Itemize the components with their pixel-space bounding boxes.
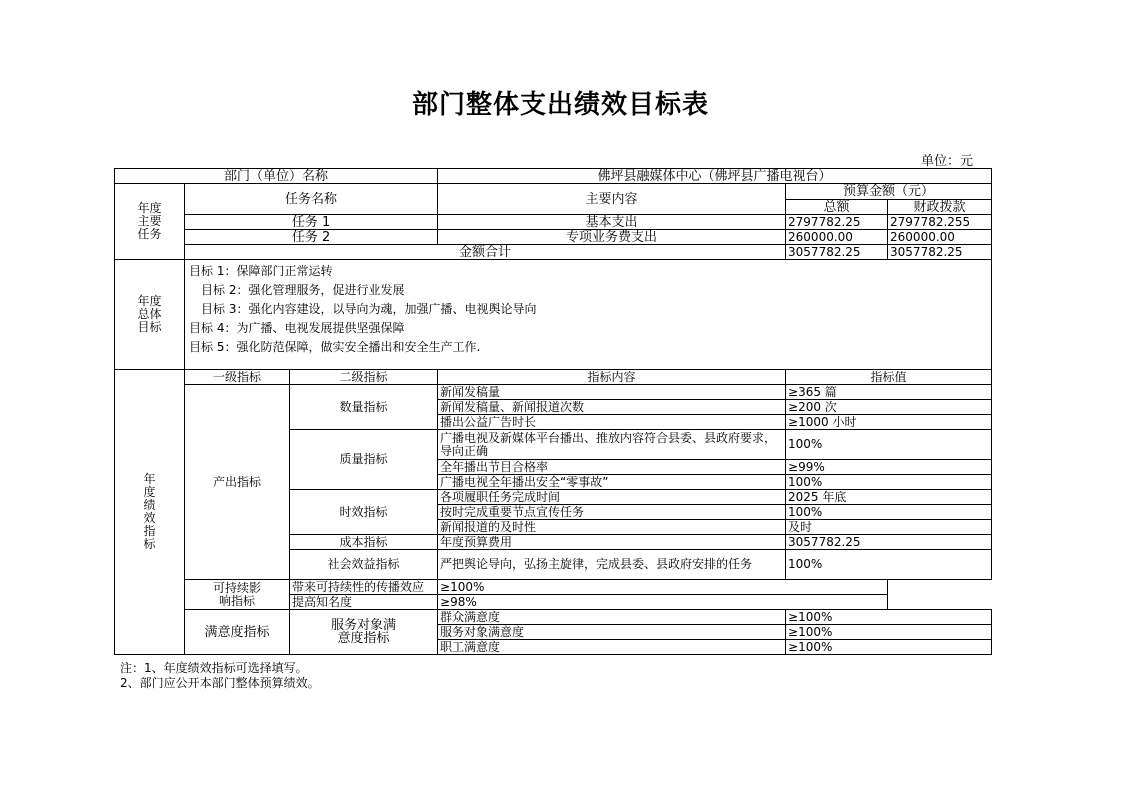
task-fiscal: 260000.00 (888, 230, 992, 245)
goal-item: 目标 4：为广播、电视发展提供坚强保障 (189, 321, 405, 335)
quality-indicator-label: 质量指标 (290, 430, 438, 490)
indicator-value: ≥100% (786, 625, 992, 640)
indicator-content: 播出公益广告时长 (438, 415, 786, 430)
goal-item: 目标 2：强化管理服务，促进行业发展 (201, 283, 405, 297)
indicator-value: 100% (786, 550, 992, 580)
service-satisfaction-indicator-label: 服务对象满意度指标 (290, 610, 438, 655)
indicator-value: ≥1000 小时 (786, 415, 992, 430)
timeliness-indicator-label: 时效指标 (290, 490, 438, 535)
footnote: 2、部门应公开本部门整体预算绩效。 (120, 676, 320, 690)
cost-indicator-label: 成本指标 (290, 535, 438, 550)
dept-row (115, 169, 992, 184)
task-header-row (115, 184, 992, 200)
task-row (115, 215, 992, 230)
indicator-content: 广播电视及新媒体平台播出、推放内容符合县委、县政府要求，导向正确 (438, 430, 786, 460)
indicator-value: ≥100% (786, 610, 992, 625)
indicator-content: 带来可持续性的传播效应 (290, 580, 438, 595)
indicator-content-header: 指标内容 (438, 370, 786, 385)
annual-goal-section-label: 年度 总体 目标 (115, 260, 185, 370)
indicator-row (115, 610, 992, 625)
output-indicator-label: 产出指标 (185, 385, 290, 580)
main-content-header: 主要内容 (438, 184, 786, 215)
quantity-indicator-label: 数量指标 (290, 385, 438, 430)
indicator-content: 广播电视全年播出安全“零事故” (438, 475, 786, 490)
page-title: 部门整体支出绩效目标表 (411, 90, 709, 120)
indicator-content: 全年播出节目合格率 (438, 460, 786, 475)
task-name: 任务 2 (185, 230, 438, 245)
sustain-indicator-label: 可持续影响指标 (185, 580, 290, 610)
indicator-value: ≥365 篇 (786, 385, 992, 400)
indicator-content: 年度预算费用 (438, 535, 786, 550)
performance-table (114, 168, 992, 655)
indicator-row (115, 385, 992, 400)
budget-amount-header: 预算金额（元） (786, 184, 992, 200)
goal-item: 目标 1：保障部门正常运转 (189, 264, 333, 278)
annual-task-section-label: 年度 主要 任务 (115, 184, 185, 260)
total-header: 总额 (786, 200, 888, 215)
indicator-content: 职工满意度 (438, 640, 786, 655)
task-name-header: 任务名称 (185, 184, 438, 215)
indicator-content: 按时完成重要节点宣传任务 (438, 505, 786, 520)
indicator-value: ≥100% (438, 580, 888, 595)
indicator-value: 及时 (786, 520, 992, 535)
social-benefit-indicator-label: 社会效益指标 (290, 550, 438, 580)
indicator-value: 2025 年底 (786, 490, 992, 505)
satisfaction-indicator-label: 满意度指标 (185, 610, 290, 655)
indicator-section-label: 年 度 绩 效 指 标 (115, 370, 185, 655)
indicator-content: 新闻发稿量、新闻报道次数 (438, 400, 786, 415)
indicator-content: 服务对象满意度 (438, 625, 786, 640)
task-fiscal: 2797782.255 (888, 215, 992, 230)
indicator-value-header: 指标值 (786, 370, 992, 385)
dept-value: 佛坪县融媒体中心（佛坪县广播电视台） (438, 169, 992, 184)
footnotes (120, 661, 320, 691)
task-content: 专项业务费支出 (438, 230, 786, 245)
task-content: 基本支出 (438, 215, 786, 230)
indicator-value: ≥100% (786, 640, 992, 655)
indicator-value: 100% (786, 475, 992, 490)
task-name: 任务 1 (185, 215, 438, 230)
indicator-value: ≥98% (438, 595, 888, 610)
footnote: 注：1、年度绩效指标可选择填写。 (120, 661, 308, 675)
indicator-content: 群众满意度 (438, 610, 786, 625)
task-total: 260000.00 (786, 230, 888, 245)
task-sum-row (115, 245, 992, 260)
indicator-header-row (115, 370, 992, 385)
goals-list (185, 260, 992, 370)
level2-header: 二级指标 (290, 370, 438, 385)
task-row (115, 230, 992, 245)
level1-header: 一级指标 (185, 370, 290, 385)
goal-item: 目标 3：强化内容建设，以导向为魂，加强广播、电视舆论导向 (201, 302, 537, 316)
sum-fiscal: 3057782.25 (888, 245, 992, 260)
indicator-content: 提高知名度 (290, 595, 438, 610)
goal-row (115, 260, 992, 370)
indicator-content: 严把舆论导向，弘扬主旋律，完成县委、县政府安排的任务 (438, 550, 786, 580)
indicator-value: ≥200 次 (786, 400, 992, 415)
indicator-value: ≥99% (786, 460, 992, 475)
indicator-value: 100% (786, 430, 992, 460)
task-total: 2797782.25 (786, 215, 888, 230)
sum-total: 3057782.25 (786, 245, 888, 260)
unit-label: 单位：元 (920, 154, 973, 169)
indicator-content: 各项履职任务完成时间 (438, 490, 786, 505)
indicator-content: 新闻报道的及时性 (438, 520, 786, 535)
indicator-row (115, 580, 992, 595)
fiscal-header: 财政拨款 (888, 200, 992, 215)
sum-label: 金额合计 (185, 245, 786, 260)
indicator-value: 100% (786, 505, 992, 520)
goal-item: 目标 5：强化防范保障，做实安全播出和安全生产工作. (189, 340, 481, 354)
dept-label: 部门（单位）名称 (115, 169, 438, 184)
indicator-content: 新闻发稿量 (438, 385, 786, 400)
indicator-value: 3057782.25 (786, 535, 992, 550)
